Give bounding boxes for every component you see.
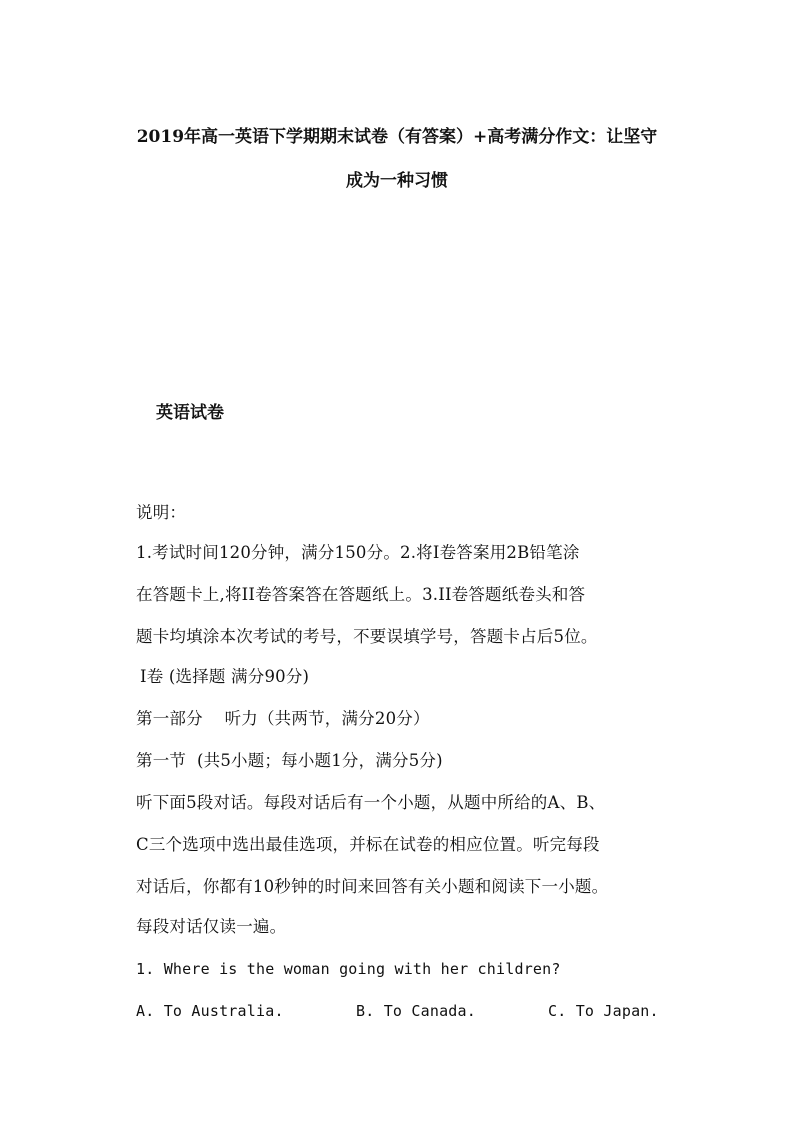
option-a: A. To Australia. xyxy=(136,1002,284,1020)
instructions-label: 说明： xyxy=(136,503,187,522)
part-heading: Ⅰ卷 (选择题 满分90分) xyxy=(140,667,310,686)
option-c: C. To Japan. xyxy=(548,1002,659,1020)
question-stem: 1. Where is the woman going with her children? xyxy=(136,960,561,978)
paragraph-line: 1.考试时间120分钟，满分150分。2.将Ⅰ卷答案用2B铅笔涂 xyxy=(136,543,580,562)
paragraph-line: 每段对话仅读一遍。 xyxy=(136,917,287,936)
section-subheading: 第一节 (共5小题；每小题1分，满分5分) xyxy=(136,751,443,770)
paragraph-line: C三个选项中选出最佳选项，并标在试卷的相应位置。听完每段 xyxy=(136,835,600,854)
paragraph-line: 听下面5段对话。每段对话后有一个小题，从题中所给的A、B、 xyxy=(136,793,606,812)
part-heading: 第一部分 听力（共两节，满分20分） xyxy=(136,709,430,728)
paragraph-line: 在答题卡上,将II卷答案答在答题纸上。3.II卷答题纸卷头和答 xyxy=(136,585,586,604)
paragraph-line: 对话后，你都有10秒钟的时间来回答有关小题和阅读下一小题。 xyxy=(136,877,609,896)
option-b: B. To Canada. xyxy=(356,1002,476,1020)
document-title-line-2: 成为一种习惯 xyxy=(346,171,448,191)
document-title-line-1: 2019年高一英语下学期期末试卷（有答案）+高考满分作文：让坚守 xyxy=(136,127,658,147)
section-heading: 英语试卷 xyxy=(156,403,224,423)
paragraph-line: 题卡均填涂本次考试的考号，不要误填学号，答题卡占后5位。 xyxy=(136,627,598,646)
question-options xyxy=(136,1000,696,1022)
